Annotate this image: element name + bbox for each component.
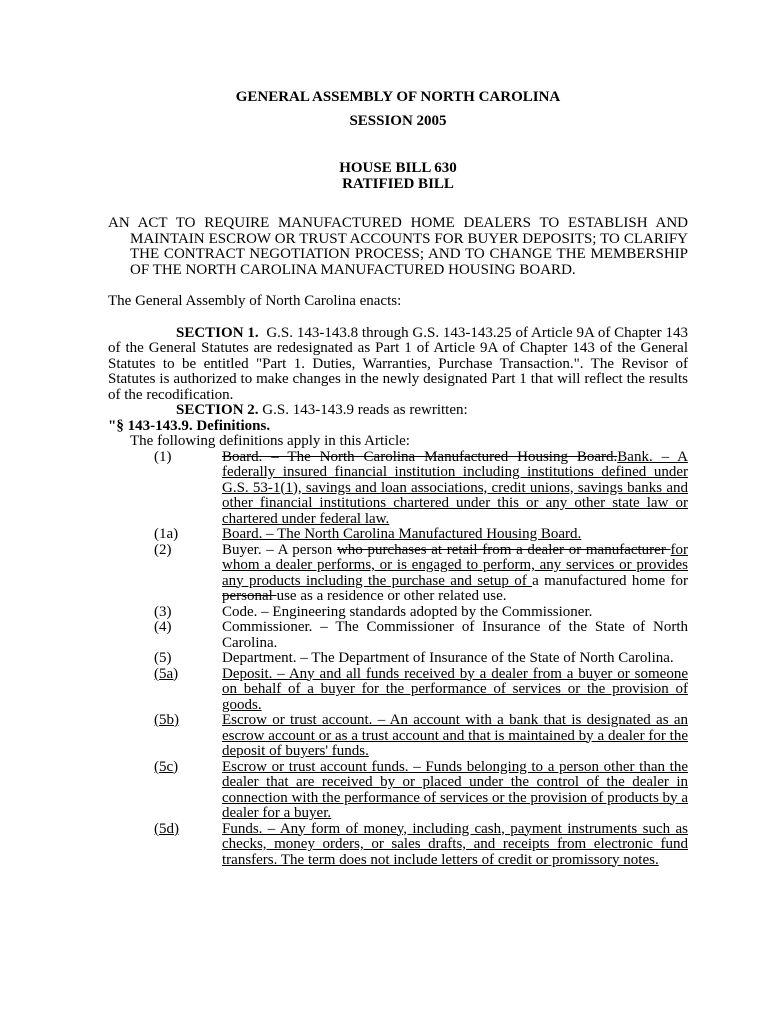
- definition-5b: [108, 713, 688, 760]
- definition-text: [222, 543, 688, 605]
- definition-number: (1): [154, 448, 172, 465]
- statute-heading: "§ 143-143.9. Definitions.: [108, 417, 271, 434]
- struck-text: who purchases at retail from a dealer or manufacturer: [336, 541, 671, 558]
- plain-text: Buyer. – A person: [222, 541, 337, 558]
- bill-number: HOUSE BILL 630: [339, 160, 457, 176]
- definition-text: Code. – Engineering standards adopted by the Commissioner.: [222, 603, 593, 620]
- definition-5d: [108, 822, 688, 869]
- definitions-intro: The following definitions apply in this Article:: [130, 433, 410, 449]
- definition-1a: [108, 527, 688, 543]
- definition-number: (5b): [154, 712, 179, 728]
- section-1-label: SECTION 1.: [176, 324, 259, 341]
- definition-5c: [108, 760, 688, 822]
- plain-text: a manufactured home for: [532, 572, 689, 589]
- section-2-text: G.S. 143-143.9 reads as rewritten:: [262, 402, 468, 418]
- inserted-text: Bank. – A federally insured financial institution including institutions defined under G.S. 53-1(1), savings and loan associations, credit unions, savings banks and other financial institutions chartered under this or any other state law or chartered under federal law.: [222, 448, 688, 527]
- inserted-text: Escrow or trust account funds. – Funds belonging to a person other than the dealer that are received by or placed under the control of the dealer in connection with the performance of services or the provision of products by a dealer for a buyer.: [222, 758, 688, 821]
- definition-text: [222, 527, 688, 543]
- definition-number: (5c): [154, 758, 179, 775]
- definition-1: [108, 450, 688, 528]
- definition-3: [108, 605, 688, 621]
- definition-5a: [108, 667, 688, 714]
- inserted-text: Board. – The North Carolina Manufactured Housing Board.: [222, 526, 582, 542]
- definition-number: (4): [154, 619, 172, 635]
- definition-number: (3): [154, 603, 172, 620]
- definition-number: (5a): [154, 665, 179, 682]
- struck-text: Board. – The North Carolina Manufactured Housing Board.: [222, 448, 618, 465]
- section-1: [108, 326, 688, 404]
- section-2: [108, 403, 688, 419]
- definition-number: (1a): [154, 526, 179, 542]
- struck-text: personal: [222, 588, 277, 604]
- definition-text: Commissioner. – The Commissioner of Insurance of the State of North Carolina.: [222, 619, 688, 651]
- session-heading: SESSION 2005: [349, 112, 447, 129]
- act-title: AN ACT TO REQUIRE MANUFACTURED HOME DEALERS TO ESTABLISH AND MAINTAIN ESCROW OR TRUST ACCOUNTS FOR BUYER DEPOSITS; TO CLARIFY THE CONTRACT NEGOTIATION PROCESS; AND TO CHANGE THE MEMBERSHIP OF THE NORTH CAROLINA MANUFACTURED HOUSING BOARD.: [108, 215, 688, 278]
- plain-text: use as a residence or other related use.: [276, 588, 507, 604]
- inserted-text: Deposit. – Any and all funds received by a dealer from a buyer or someone on behalf of a buyer for the performance of services or the provision of goods.: [222, 665, 688, 713]
- definition-4: [108, 620, 688, 651]
- assembly-heading: GENERAL ASSEMBLY OF NORTH CAROLINA: [235, 89, 561, 105]
- document-page: [108, 90, 688, 868]
- definition-number: (2): [154, 541, 172, 558]
- enacting-clause: The General Assembly of North Carolina enacts:: [108, 293, 402, 309]
- inserted-text: Funds. – Any form of money, including cash, payment instruments such as checks, money orders, or sales drafts, and receipts from electronic fund transfers. The term does not include letters of credit or promissory notes.: [222, 820, 688, 868]
- section-2-label: SECTION 2.: [176, 402, 259, 418]
- definition-text: [222, 450, 688, 528]
- definition-5: [108, 651, 688, 667]
- inserted-text: Escrow or trust account. – An account with a bank that is designated as an escrow account or as a trust account and that is maintained by a dealer for the deposit of buyers' funds.: [222, 712, 688, 759]
- definition-number: (5d): [154, 820, 179, 837]
- definition-text: Department. – The Department of Insurance of the State of North Carolina.: [222, 650, 674, 666]
- inserted-text: for whom a dealer performs, or is engaged to perform, any services or provides any products including the purchase and setup of: [222, 541, 688, 589]
- section-1-text: G.S. 143-143.8 through G.S. 143-143.25 of Article 9A of Chapter 143 of the General Statutes are redesignated as Part 1 of Article 9A of Chapter 143 of the General Statutes to be entitled "Part 1. Duties, Warranties, Purchase Transaction.". The Revisor of Statutes is authorized to make changes in the newly designated Part 1 that will reflect the results of the recodification.: [108, 324, 689, 403]
- bill-status: RATIFIED BILL: [342, 175, 454, 192]
- definition-2: [108, 543, 688, 605]
- definition-number: (5): [154, 650, 172, 666]
